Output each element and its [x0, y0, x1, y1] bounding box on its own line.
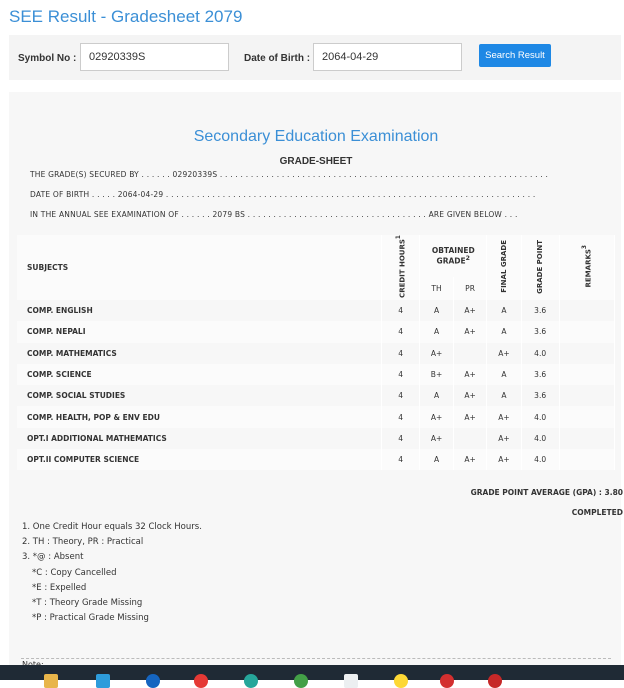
- file-explorer-icon[interactable]: [44, 674, 58, 688]
- notes-list: [22, 520, 202, 626]
- subjects-header: SUBJECTS: [17, 235, 382, 300]
- subject-cell: OPT.I ADDITIONAL MATHEMATICS: [17, 428, 382, 449]
- remarks-cell: [559, 428, 614, 449]
- final-grade-cell: A: [487, 300, 521, 321]
- credit-cell: 4: [382, 300, 420, 321]
- credit-cell: 4: [382, 321, 420, 342]
- final-grade-cell: A: [487, 364, 521, 385]
- dob-label: Date of Birth :: [244, 53, 311, 64]
- table-row: [17, 449, 615, 470]
- remarks-cell: [559, 364, 614, 385]
- search-result-button[interactable]: Search Result: [479, 44, 551, 67]
- credit-cell: 4: [382, 428, 420, 449]
- remarks-cell: [559, 300, 614, 321]
- final-grade-cell: A: [487, 321, 521, 342]
- symbol-input[interactable]: 02920339S: [80, 43, 229, 71]
- note-item: *E : Expelled: [32, 582, 87, 593]
- table-row: [17, 300, 615, 321]
- obtained-grade-header: OBTAINED GRADE$^2$: [420, 235, 487, 277]
- app-icon[interactable]: [244, 674, 258, 688]
- pr-grade-cell: A+: [453, 321, 487, 342]
- final-grade-cell: A+: [487, 406, 521, 427]
- grade-point-cell: 4.0: [521, 406, 559, 427]
- pr-header: PR: [453, 277, 487, 299]
- remarks-header: REMARKS$^3$: [559, 235, 614, 300]
- remarks-cell: [559, 449, 614, 470]
- divider: [21, 658, 611, 659]
- record-icon[interactable]: [488, 674, 502, 688]
- th-grade-cell: A+: [420, 428, 454, 449]
- grade-point-cell: 3.6: [521, 300, 559, 321]
- subject-cell: COMP. HEALTH, POP & ENV EDU: [17, 406, 382, 427]
- credit-cell: 4: [382, 364, 420, 385]
- grade-point-cell: 3.6: [521, 385, 559, 406]
- store-icon[interactable]: [96, 674, 110, 688]
- chrome-icon[interactable]: [194, 674, 208, 688]
- grade-point-cell: 3.6: [521, 364, 559, 385]
- exam-line: IN THE ANNUAL SEE EXAMINATION OF . . . . . . 2079 BS . . . . . . . . . . . . . . . . . . . . . . . . . . . . . . . . . . . ARE GIVEN BELOW . . .: [30, 210, 518, 219]
- credit-cell: 4: [382, 406, 420, 427]
- subject-cell: COMP. SOCIAL STUDIES: [17, 385, 382, 406]
- taskbar: [0, 665, 624, 680]
- final-grade-cell: A+: [487, 449, 521, 470]
- grade-point-cell: 3.6: [521, 321, 559, 342]
- paint-icon[interactable]: [394, 674, 408, 688]
- grade-point-header: GRADE POINT: [521, 235, 559, 300]
- final-grade-cell: A: [487, 385, 521, 406]
- note-item: *T : Theory Grade Missing: [32, 598, 143, 609]
- remarks-cell: [559, 321, 614, 342]
- th-grade-cell: A: [420, 300, 454, 321]
- edge-icon[interactable]: [146, 674, 160, 688]
- table-row: [17, 321, 615, 342]
- subject-cell: COMP. SCIENCE: [17, 364, 382, 385]
- secured-by-line: THE GRADE(S) SECURED BY . . . . . . 02920339S . . . . . . . . . . . . . . . . . . . . . . . . . . . . . . . . . . . . . . . . . . . . . . . . . . . . . . . . . . . . . . . .: [30, 170, 549, 179]
- symbol-label: Symbol No :: [18, 53, 77, 64]
- grade-table: [17, 235, 615, 470]
- note-item: *C : Copy Cancelled: [32, 567, 117, 578]
- page-title: SEE Result - Gradesheet 2079: [9, 7, 243, 26]
- th-grade-cell: A+: [420, 343, 454, 364]
- pr-grade-cell: A+: [453, 449, 487, 470]
- final-grade-header: FINAL GRADE: [487, 235, 521, 300]
- subject-cell: COMP. ENGLISH: [17, 300, 382, 321]
- table-row: [17, 343, 615, 364]
- pr-grade-cell: A+: [453, 364, 487, 385]
- note-item: *P : Practical Grade Missing: [32, 613, 149, 624]
- grade-point-cell: 4.0: [521, 428, 559, 449]
- gradesheet-panel: [9, 92, 621, 680]
- credit-cell: 4: [382, 449, 420, 470]
- th-grade-cell: A: [420, 385, 454, 406]
- opera-icon[interactable]: [440, 674, 454, 688]
- grade-point-cell: 4.0: [521, 449, 559, 470]
- subject-cell: OPT.II COMPUTER SCIENCE: [17, 449, 382, 470]
- th-grade-cell: B+: [420, 364, 454, 385]
- remarks-cell: [559, 385, 614, 406]
- pr-grade-cell: A+: [453, 406, 487, 427]
- dob-line: DATE OF BIRTH . . . . . 2064-04-29 . . . . . . . . . . . . . . . . . . . . . . . . . . . . . . . . . . . . . . . . . . . . . . . . . . . . . . . . . . . . . . . . . . . . . . . .: [30, 190, 536, 199]
- table-row: [17, 364, 615, 385]
- subject-cell: COMP. NEPALI: [17, 321, 382, 342]
- final-grade-cell: A+: [487, 343, 521, 364]
- th-grade-cell: A: [420, 449, 454, 470]
- table-row: [17, 428, 615, 449]
- th-header: TH: [420, 277, 454, 299]
- gradesheet-title: GRADE-SHEET: [279, 156, 353, 167]
- remarks-cell: [559, 406, 614, 427]
- grade-point-cell: 4.0: [521, 343, 559, 364]
- table-row: [17, 385, 615, 406]
- status-text: COMPLETED: [571, 508, 623, 517]
- remarks-cell: [559, 343, 614, 364]
- th-grade-cell: A+: [420, 406, 454, 427]
- document-icon[interactable]: [344, 674, 358, 688]
- credit-hours-header: CREDIT HOURS$^1$: [382, 235, 420, 300]
- credit-cell: 4: [382, 343, 420, 364]
- final-grade-cell: A+: [487, 428, 521, 449]
- note-item: 1. One Credit Hour equals 32 Clock Hours.: [22, 522, 202, 532]
- credit-cell: 4: [382, 385, 420, 406]
- note-item: 3. *@ : Absent: [22, 552, 84, 563]
- th-grade-cell: A: [420, 321, 454, 342]
- photos-icon[interactable]: [294, 674, 308, 688]
- table-row: [17, 406, 615, 427]
- dob-input[interactable]: 2064-04-29: [313, 43, 462, 71]
- subject-cell: COMP. MATHEMATICS: [17, 343, 382, 364]
- exam-title: Secondary Education Examination: [193, 128, 439, 145]
- gpa-text: GRADE POINT AVERAGE (GPA) : 3.80: [470, 488, 623, 497]
- pr-grade-cell: A+: [453, 300, 487, 321]
- pr-grade-cell: A+: [453, 385, 487, 406]
- pr-grade-cell: [453, 428, 487, 449]
- note-item: 2. TH : Theory, PR : Practical: [22, 537, 144, 548]
- pr-grade-cell: [453, 343, 487, 364]
